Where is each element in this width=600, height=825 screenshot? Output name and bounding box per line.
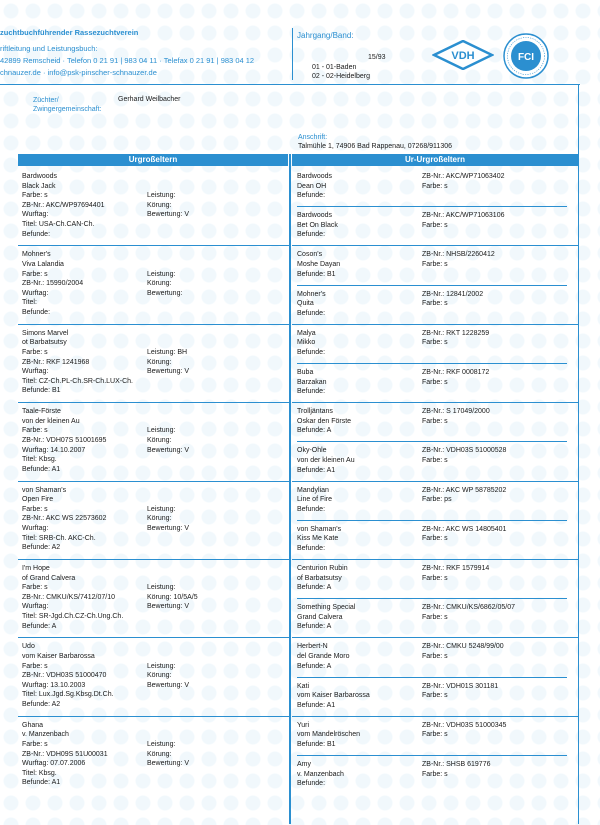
dog-field-befunde: Befunde: A — [297, 584, 332, 592]
dog-field-farbe: Farbe: s — [422, 260, 448, 268]
row-separator — [297, 206, 567, 207]
dog-field-farbe: Farbe: s — [22, 505, 48, 513]
dog-field-name2: of Grand Calvera — [22, 574, 76, 582]
dog-field-zb: ZB-Nr.: VDH01S 301181 — [422, 682, 499, 690]
dog-field-name2: Moshe Dayan — [297, 260, 341, 268]
dog-field-name1: Herbert-N — [297, 643, 328, 651]
dog-field-farbe: Farbe: s — [22, 740, 48, 748]
dog-field-wurftag: Wurftag: 13.10.2003 — [22, 681, 86, 689]
dog-field-name1: Amy — [297, 761, 311, 768]
great-great-grandparent-entry — [297, 682, 575, 711]
dog-field-befunde: Befunde: — [297, 544, 326, 552]
address-label: Anschrift: — [298, 134, 328, 141]
dog-field-name1: I'm Hope — [22, 565, 50, 572]
dog-field-leistung: Leistung: — [147, 740, 176, 748]
row-separator — [297, 520, 567, 521]
dog-field-befunde: Befunde: — [297, 231, 326, 239]
dog-field-farbe: Farbe: s — [422, 339, 448, 347]
dog-field-befunde: Befunde: — [297, 505, 326, 513]
dog-field-koerung: Körung: — [147, 201, 172, 209]
dog-field-titel: Titel: SR-Jgd.Ch.CZ-Ch.Ung.Ch. — [22, 612, 124, 620]
dog-field-zb: ZB-Nr.: AKC WP 58785202 — [422, 486, 507, 494]
dog-field-titel: Titel: SRB-Ch. AKC-Ch. — [22, 534, 96, 542]
dog-field-koerung: Körung: — [147, 750, 172, 758]
dog-field-farbe: Farbe: s — [22, 348, 48, 356]
dog-field-name2: vom Mandelröschen — [297, 731, 361, 739]
dog-field-zb: ZB-Nr.: VDH03S 51000345 — [422, 721, 507, 729]
dog-field-name1: Trolljäntans — [297, 408, 333, 416]
dog-field-name1: Kati — [297, 682, 310, 690]
row-separator — [292, 481, 578, 482]
dog-field-farbe: Farbe: s — [422, 731, 448, 739]
region-1: 01 - 01-Baden — [312, 64, 357, 71]
dog-field-leistung: Leistung: — [147, 427, 176, 435]
address-line: 42899 Remscheid · Telefon 0 21 91 | 983 04 11 · Telefax 0 21 91 | 983 04 12 — [0, 56, 255, 65]
dog-field-name2: Oskar den Förste — [297, 417, 352, 425]
great-great-grandparent-entry — [297, 211, 575, 240]
dog-field-name1: Bardwoods — [22, 173, 58, 180]
header-divider — [292, 28, 293, 80]
dog-field-name1: Bardwoods — [297, 173, 333, 180]
dog-field-name1: Buba — [297, 369, 314, 376]
dog-field-name2: Barzakan — [297, 378, 327, 386]
dog-field-farbe: Farbe: s — [22, 584, 48, 592]
header-rule — [0, 84, 580, 85]
dog-field-name2: Kiss Me Kate — [297, 535, 339, 543]
dog-field-name1: Malya — [297, 329, 316, 337]
dog-field-bewertung: Bewertung: V — [147, 760, 190, 768]
row-separator — [297, 598, 567, 599]
dog-field-zb: ZB-Nr.: RKF 0008172 — [422, 369, 490, 376]
dog-field-befunde: Befunde: A2 — [22, 700, 61, 708]
dog-field-befunde: Befunde: A1 — [22, 465, 61, 473]
row-separator — [292, 324, 578, 325]
dog-field-leistung: Leistung: — [147, 192, 176, 200]
dog-field-farbe: Farbe: s — [422, 417, 448, 425]
dog-field-befunde: Befunde: — [22, 308, 51, 316]
club-name: zuchtbuchführender Rassezuchtverein — [0, 28, 139, 37]
dog-field-zb: ZB-Nr.: VDH03S 51000528 — [422, 447, 507, 455]
dog-field-zb: ZB-Nr.: RKF 1241968 — [22, 358, 90, 366]
right-border — [578, 84, 579, 824]
dog-field-name2: vom Kaiser Barbarossa — [297, 692, 370, 700]
dog-field-name1: von Shaman's — [22, 486, 67, 494]
dog-field-bewertung: Bewertung: V — [147, 446, 190, 454]
row-separator — [292, 559, 578, 560]
breeder-label: Züchter/ — [33, 97, 59, 104]
dog-field-farbe: Farbe: s — [22, 192, 48, 200]
dog-field-name2: Viva Lalandia — [22, 260, 64, 268]
dog-field-name1: Udo — [22, 643, 35, 651]
dog-field-zb: ZB-Nr.: 15990/2004 — [22, 280, 84, 288]
row-separator — [292, 716, 578, 717]
great-great-grandparent-entry — [297, 172, 575, 201]
dog-field-befunde: Befunde: — [297, 780, 326, 788]
dog-field-zb: ZB-Nr.: CMKU/KS/6862/05/07 — [422, 604, 515, 612]
dog-field-befunde: Befunde: A1 — [297, 466, 336, 474]
dog-field-zb: ZB-Nr.: S 17049/2000 — [422, 408, 490, 416]
great-grandparent-entry — [22, 642, 287, 709]
dog-field-name2: Dean OH — [297, 182, 327, 190]
dog-field-wurftag: Wurftag: 07.07.2006 — [22, 760, 86, 768]
dog-field-koerung: Körung: — [147, 358, 172, 366]
great-great-grandparent-entry — [297, 407, 575, 436]
dog-field-farbe: Farbe: s — [422, 613, 448, 621]
dog-field-befunde: Befunde: A — [297, 427, 332, 435]
dog-field-name1: Mohner's — [22, 251, 51, 259]
dog-field-farbe: Farbe: s — [422, 456, 448, 464]
dog-field-zb: ZB-Nr.: RKT 1228259 — [422, 329, 490, 337]
volume-label: Jahrgang/Band: — [297, 31, 354, 40]
office-line: riftleitung und Leistungsbuch: — [0, 44, 98, 53]
volume-value: 15/93 — [368, 54, 386, 61]
dog-field-befunde: Befunde: B1 — [22, 387, 61, 395]
great-great-grandparent-entry — [297, 329, 575, 358]
vdh-logo-text: VDH — [451, 50, 475, 62]
dog-field-name2: von der kleinen Au — [297, 456, 355, 464]
dog-field-zb: ZB-Nr.: AKC WS 22573602 — [22, 515, 107, 523]
dog-field-bewertung: Bewertung: V — [147, 211, 190, 219]
row-separator — [292, 637, 578, 638]
dog-field-titel: Titel: Kbsg. — [22, 456, 57, 464]
kennel-label: Zwingergemeinschaft: — [33, 106, 102, 113]
dog-field-leistung: Leistung: — [147, 662, 176, 670]
dog-field-farbe: Farbe: s — [22, 427, 48, 435]
row-separator — [297, 755, 567, 756]
dog-field-zb: ZB-Nr.: AKC WS 14805401 — [422, 525, 507, 533]
row-separator — [292, 245, 578, 246]
dog-field-befunde: Befunde: A — [22, 622, 57, 630]
great-great-grandparent-entry — [297, 525, 575, 554]
great-great-grandparent-entry — [297, 642, 575, 671]
great-great-grandparents-header: Ur-Urgroßeltern — [292, 154, 578, 166]
dog-field-farbe: Farbe: s — [422, 182, 448, 190]
dog-field-zb: ZB-Nr.: 12841/2002 — [422, 290, 484, 298]
breeder-address: Talmühle 1, 74906 Bad Rappenau, 07268/911306 — [298, 143, 452, 150]
dog-field-titel: Titel: Kbsg. — [22, 769, 57, 777]
dog-field-farbe: Farbe: s — [422, 770, 448, 778]
dog-field-zb: ZB-Nr.: VDH09S 51U00031 — [22, 750, 108, 758]
great-great-grandparent-entry — [297, 721, 575, 750]
dog-field-titel: Titel: — [22, 299, 37, 307]
great-grandparent-entry — [22, 407, 287, 474]
great-great-grandparent-entry — [297, 564, 575, 593]
dog-field-bewertung: Bewertung: V — [147, 368, 190, 376]
dog-field-wurftag: Wurftag: — [22, 368, 49, 376]
row-separator — [18, 402, 290, 403]
dog-field-bewertung: Bewertung: V — [147, 524, 190, 532]
dog-field-koerung: Körung: — [147, 280, 172, 288]
dog-field-name1: Bardwoods — [297, 212, 333, 220]
great-grandparent-entry — [22, 172, 287, 239]
dog-field-bewertung: Bewertung: V — [147, 681, 190, 689]
dog-field-befunde: Befunde: A1 — [297, 701, 336, 709]
dog-field-farbe: Farbe: s — [422, 692, 448, 700]
dog-field-farbe: Farbe: s — [422, 221, 448, 229]
dog-field-farbe: Farbe: s — [422, 300, 448, 308]
row-separator — [18, 245, 290, 246]
great-great-grandparent-entry — [297, 603, 575, 632]
dog-field-titel: Titel: USA-Ch.CAN-Ch. — [22, 220, 95, 228]
breeder-name: Gerhard Weilbacher — [118, 96, 181, 103]
great-great-grandparent-entry — [297, 760, 575, 789]
dog-field-koerung: Körung: — [147, 515, 172, 523]
fci-logo-text: FCI — [517, 52, 535, 63]
dog-field-name1: Simons Marvel — [22, 329, 69, 337]
dog-field-befunde: Befunde: B1 — [297, 740, 336, 748]
dog-field-zb: ZB-Nr.: VDH07S 51001695 — [22, 436, 107, 444]
dog-field-zb: ZB-Nr.: SHSB 619776 — [422, 761, 491, 768]
dog-field-leistung: Leistung: — [147, 505, 176, 513]
vdh-logo — [432, 40, 494, 70]
dog-field-koerung: Körung: — [147, 436, 172, 444]
dog-field-farbe: Farbe: s — [422, 378, 448, 386]
dog-field-name2: del Grande Moro — [297, 652, 350, 660]
dog-field-bewertung: Bewertung: V — [147, 603, 190, 611]
dog-field-name1: Centurion Rubin — [297, 565, 348, 572]
row-separator — [297, 363, 567, 364]
great-grandparent-entry — [22, 564, 287, 631]
dog-field-wurftag: Wurftag: 14.10.2007 — [22, 446, 86, 454]
dog-field-befunde: Befunde: — [22, 230, 51, 238]
dog-field-name2: Open Fire — [22, 496, 54, 504]
dog-field-name1: Mandylian — [297, 486, 329, 494]
dog-field-name1: von Shaman's — [297, 525, 342, 533]
row-separator — [18, 716, 290, 717]
dog-field-befunde: Befunde: — [297, 348, 326, 356]
dog-field-leistung: Leistung: — [147, 584, 176, 592]
dog-field-zb: ZB-Nr.: AKC/WP71063106 — [422, 212, 505, 220]
dog-field-befunde: Befunde: A1 — [22, 779, 61, 787]
dog-field-farbe: Farbe: s — [422, 652, 448, 660]
great-great-grandparent-entry — [297, 446, 575, 475]
dog-field-bewertung: Bewertung: — [147, 289, 183, 297]
dog-field-wurftag: Wurftag: — [22, 211, 49, 219]
dog-field-name1: Something Special — [297, 604, 356, 612]
dog-field-name2: Quita — [297, 300, 314, 308]
dog-field-zb: ZB-Nr.: AKC/WP71063402 — [422, 173, 505, 180]
dog-field-befunde: Befunde: — [297, 192, 326, 200]
dog-field-name1: Taale-Förste — [22, 408, 61, 416]
dog-field-befunde: Befunde: B1 — [297, 270, 336, 278]
dog-field-name2: Black Jack — [22, 182, 56, 190]
dog-field-koerung: Körung: — [147, 672, 172, 680]
great-grandparent-entry — [22, 250, 287, 317]
row-separator — [292, 402, 578, 403]
dog-field-name2: Mikko — [297, 339, 316, 347]
row-separator — [18, 481, 290, 482]
dog-field-name1: Coson's — [297, 251, 323, 259]
dog-field-name1: Oky-Ohle — [297, 447, 327, 455]
column-divider — [289, 154, 291, 824]
great-great-grandparent-entry — [297, 368, 575, 397]
dog-field-name2: Bet On Black — [297, 221, 338, 229]
dog-field-farbe: Farbe: ps — [422, 496, 452, 504]
dog-field-farbe: Farbe: s — [22, 662, 48, 670]
row-separator — [18, 637, 290, 638]
dog-field-zb: ZB-Nr.: AKC/WP97694401 — [22, 201, 105, 209]
fci-logo — [502, 32, 550, 80]
great-great-grandparent-entry — [297, 486, 575, 515]
dog-field-name2: Grand Calvera — [297, 613, 343, 621]
dog-field-leistung: Leistung: — [147, 270, 176, 278]
row-separator — [18, 559, 290, 560]
dog-field-farbe: Farbe: s — [422, 535, 448, 543]
row-separator — [297, 285, 567, 286]
dog-field-befunde: Befunde: — [297, 309, 326, 317]
dog-field-befunde: Befunde: A — [297, 623, 332, 631]
great-grandparent-entry — [22, 329, 287, 396]
dog-field-name2: v. Manzenbach — [297, 770, 344, 778]
dog-field-wurftag: Wurftag: — [22, 524, 49, 532]
row-separator — [18, 324, 290, 325]
dog-field-zb: ZB-Nr.: VDH03S 51000470 — [22, 672, 107, 680]
dog-field-leistung: Leistung: BH — [147, 348, 188, 356]
dog-field-befunde: Befunde: — [297, 388, 326, 396]
dog-field-name2: of Barbatsutsy — [297, 574, 342, 582]
dog-field-zb: ZB-Nr.: NHSB/2260412 — [422, 251, 495, 259]
dog-field-wurftag: Wurftag: — [22, 603, 49, 611]
dog-field-koerung: Körung: 10/5A/5 — [147, 593, 198, 601]
dog-field-befunde: Befunde: A — [297, 662, 332, 670]
dog-field-name1: Yuri — [297, 721, 310, 729]
dog-field-name2: v. Manzenbach — [22, 731, 69, 739]
dog-field-wurftag: Wurftag: — [22, 289, 49, 297]
dog-field-titel: Titel: CZ-Ch.PL-Ch.SR-Ch.LUX-Ch. — [22, 377, 133, 385]
great-great-grandparent-entry — [297, 290, 575, 319]
dog-field-name2: vom Kaiser Barbarossa — [22, 652, 95, 660]
dog-field-name1: Ghana — [22, 721, 44, 729]
web-line: chnauzer.de · info@psk-pinscher-schnauzer.de — [0, 68, 157, 77]
great-great-grandparent-entry — [297, 250, 575, 279]
dog-field-name2: von der kleinen Au — [22, 417, 80, 425]
region-2: 02 - 02-Heidelberg — [312, 73, 370, 80]
dog-field-name2: Line of Fire — [297, 496, 333, 504]
dog-field-zb: ZB-Nr.: RKF 1579914 — [422, 565, 490, 572]
dog-field-befunde: Befunde: A2 — [22, 544, 61, 552]
great-grandparent-entry — [22, 486, 287, 553]
dog-field-name2: ot Barbatsutsy — [22, 339, 67, 347]
dog-field-zb: ZB-Nr.: CMKU/KS/7412/07/10 — [22, 593, 115, 601]
dog-field-zb: ZB-Nr.: CMKU 5248/99/00 — [422, 643, 504, 651]
great-grandparents-header: Urgroßeltern — [18, 154, 288, 166]
dog-field-farbe: Farbe: s — [22, 270, 48, 278]
row-separator — [297, 441, 567, 442]
dog-field-titel: Titel: Lux.Jgd.Sg.Kbsg.Dt.Ch. — [22, 691, 114, 699]
dog-field-farbe: Farbe: s — [422, 574, 448, 582]
great-grandparent-entry — [22, 721, 287, 788]
dog-field-name1: Mohner's — [297, 290, 326, 298]
row-separator — [297, 677, 567, 678]
